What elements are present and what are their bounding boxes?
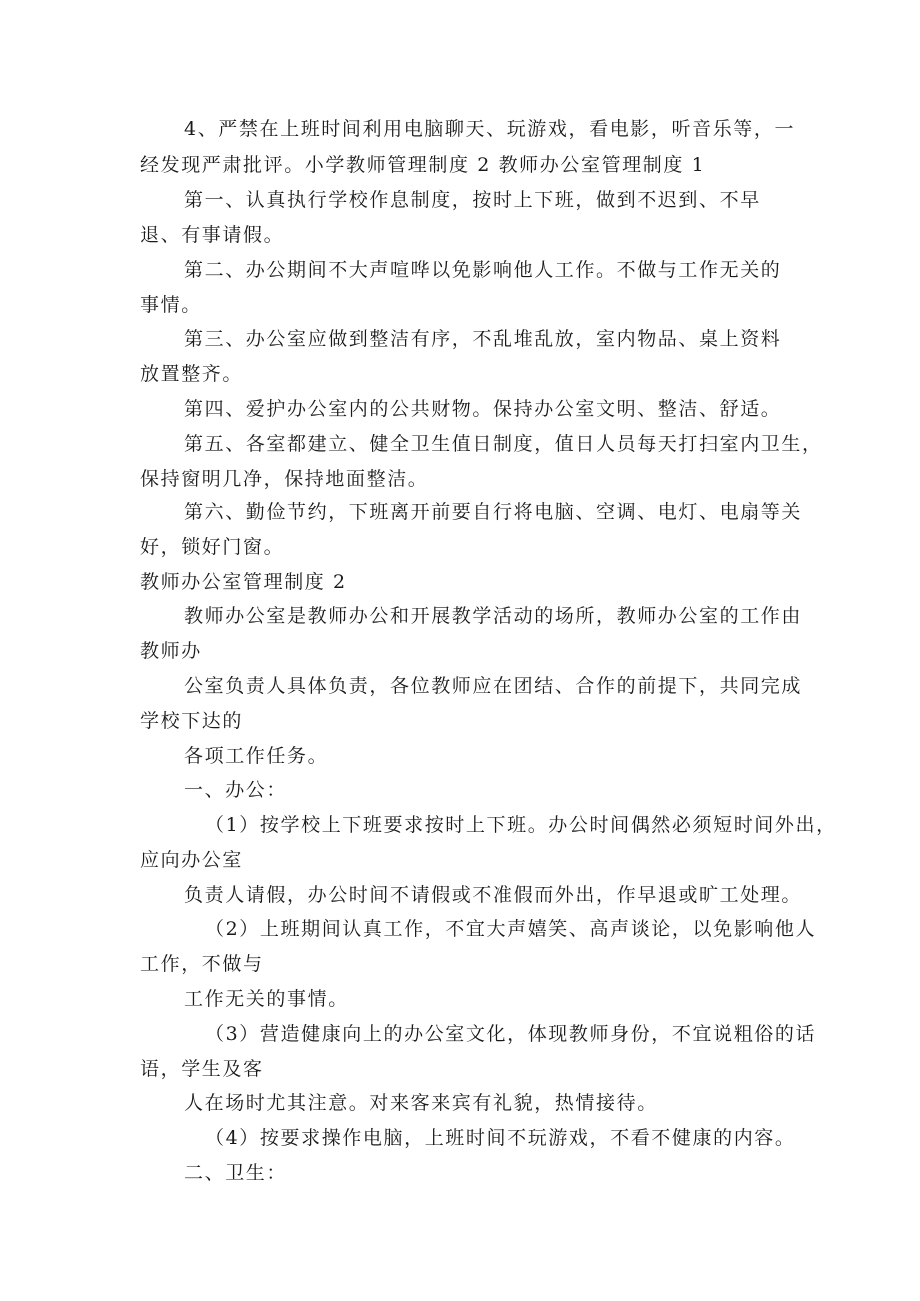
text-line: （2）上班期间认真工作，不宜大声嬉笑、高声谈论，以免影响他人 [205,918,817,940]
text-line: 经发现严肃批评。小学教师管理制度 2 教师办公室管理制度 1 [140,154,706,176]
text-line: 第四、爱护办公室内的公共财物。保持办公室文明、整洁、舒适。 [184,398,782,420]
text-line: 工作，不做与 [140,953,264,975]
text-line: 人在场时尤其注意。对来客来宾有礼貌，热情接待。 [184,1092,658,1114]
text-line: （4）按要求操作电脑，上班时间不玩游戏，不看不健康的内容。 [205,1127,796,1149]
text-line: 4、严禁在上班时间利用电脑聊天、玩游戏，看电影，听音乐等，一 [184,118,796,140]
subsection-heading: 一、办公： [184,779,288,801]
text-line: 第六、勤俭节约，下班离开前要自行将电脑、空调、电灯、电扇等关 [184,501,803,523]
text-line: 第二、办公期间不大声喧哗以免影响他人工作。不做与工作无关的 [184,259,782,281]
text-line: 放置整齐。 [140,363,244,385]
subsection-heading: 二、卫生： [184,1162,288,1184]
text-line: 好，锁好门窗。 [140,536,285,558]
text-line: 工作无关的事情。 [184,988,349,1010]
text-line: 第三、办公室应做到整洁有序，不乱堆乱放，室内物品、桌上资料 [184,328,782,350]
text-line: 事情。 [140,294,202,316]
section-heading: 教师办公室管理制度 2 [140,571,347,593]
text-line: 负责人请假，办公时间不请假或不准假而外出，作早退或旷工处理。 [184,884,803,906]
text-line: 教师办公室是教师办公和开展教学活动的场所，教师办公室的工作由 [184,605,803,627]
text-line: （1）按学校上下班要求按时上下班。办公时间偶然必须短时间外出， [205,814,837,836]
text-line: 保持窗明几净，保持地面整洁。 [140,468,429,490]
text-line: 第五、各室都建立、健全卫生值日制度，值日人员每天打扫室内卫生， [184,433,823,455]
text-line: 教师办 [140,640,202,662]
text-line: 语，学生及客 [140,1058,264,1080]
text-line: 公室负责人具体负责，各位教师应在团结、合作的前提下，共同完成 [184,675,803,697]
text-line: 各项工作任务。 [184,745,329,767]
text-line: 应向办公室 [140,849,244,871]
text-line: 退、有事请假。 [140,224,285,246]
text-line: 第一、认真执行学校作息制度，按时上下班，做到不迟到、不早 [184,189,761,211]
text-line: 学校下达的 [140,710,244,732]
text-line: （3）营造健康向上的办公室文化，体现教师身份，不宜说粗俗的话 [205,1023,817,1045]
